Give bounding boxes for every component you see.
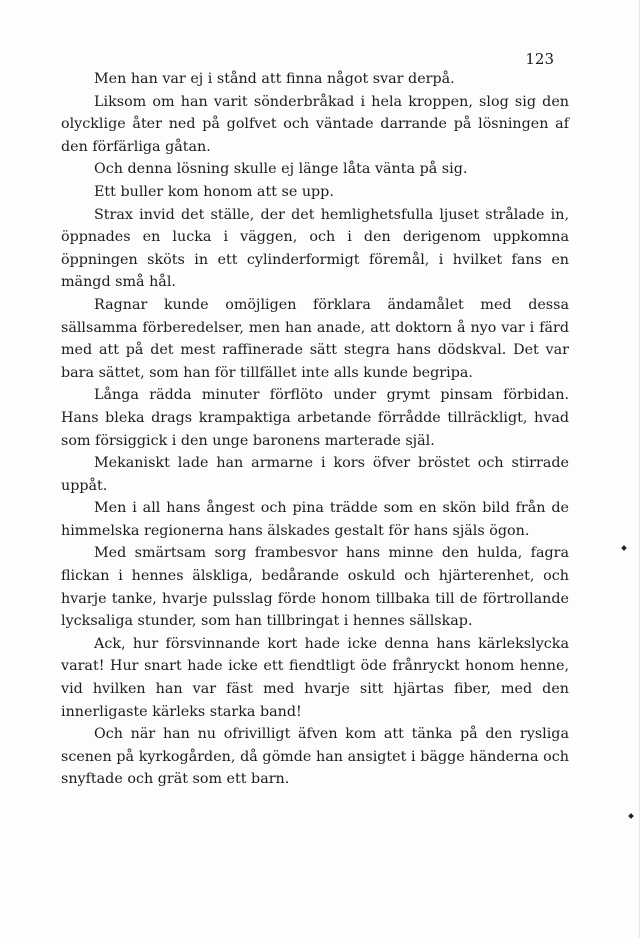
body-text — [61, 68, 569, 791]
paragraph: Mekaniskt lade han armarne i kors öfver bröstet och stirrade uppåt. — [61, 455, 569, 494]
page-number: 123 — [525, 50, 554, 68]
paragraph: Och denna lösning skulle ej länge låta vänta på sig. — [94, 161, 468, 178]
paragraph: Långa rädda minuter förflöto under grymt pinsam förbidan. Hans bleka drags krampaktiga arbetande förrådde tillräckligt, hvad som försiggick i den unge baronens marterade själ. — [61, 387, 569, 449]
paragraph: Med smärtsam sorg frambesvor hans minne den hulda, fagra flickan i hennes älskliga, bedårande oskuld och hjärterenhet, och hvarje tanke, hvarje pulsslag förde honom tillbaka till de förtrollande lycksaliga stunder, som han tillbringat i hennes sällskap. — [61, 545, 569, 630]
paragraph: Ragnar kunde omöjligen förklara ändamålet med dessa sällsamma förberedelser, men han anade, att doktorn å nyo var i färd med att på det mest raffinerade sätt stegra hans dödskval. Det var bara sättet, som han för tillfället inte alls kunde begripa. — [61, 296, 569, 381]
paragraph: Men han var ej i stånd att finna något svar derpå. — [94, 71, 455, 87]
paragraph: Liksom om han varit sönderbråkad i hela kroppen, slog sig den olycklige åter ned på golfvet och väntade darrande på lösningen af den förfärliga gåtan. — [61, 93, 569, 155]
paragraph: Ett buller kom honom att se upp. — [94, 183, 334, 200]
paragraph: Och när han nu ofrivilligt äfven kom att tänka på den rysliga scenen på kyrkogården, då gömde han ansigtet i bägge händerna och snyftade och grät som ett barn. — [61, 726, 569, 788]
paragraph: Ack, hur försvinnande kort hade icke denna hans kärlekslycka varat! Hur snart hade icke ett fiendtligt öde frånryckt honom henne, vid hvilken han var fäst med hvarje sitt hjärtas fiber, med den innerligaste kärleks starka band! — [61, 635, 569, 720]
margin-mark — [621, 545, 627, 551]
paragraph: Strax invid det ställe, der det hemlighetsfulla ljuset strålade in, öppnades en lucka i väggen, och i den derigenom uppkomna öppningen sköts in ett cylinderformigt föremål, i hvilket fans en mängd små hål. — [61, 206, 569, 291]
margin-mark — [628, 813, 634, 819]
paragraph: Men i all hans ångest och pina trädde som en skön bild från de himmelska regionerna hans älskades gestalt för hans själs ögon. — [61, 500, 569, 539]
